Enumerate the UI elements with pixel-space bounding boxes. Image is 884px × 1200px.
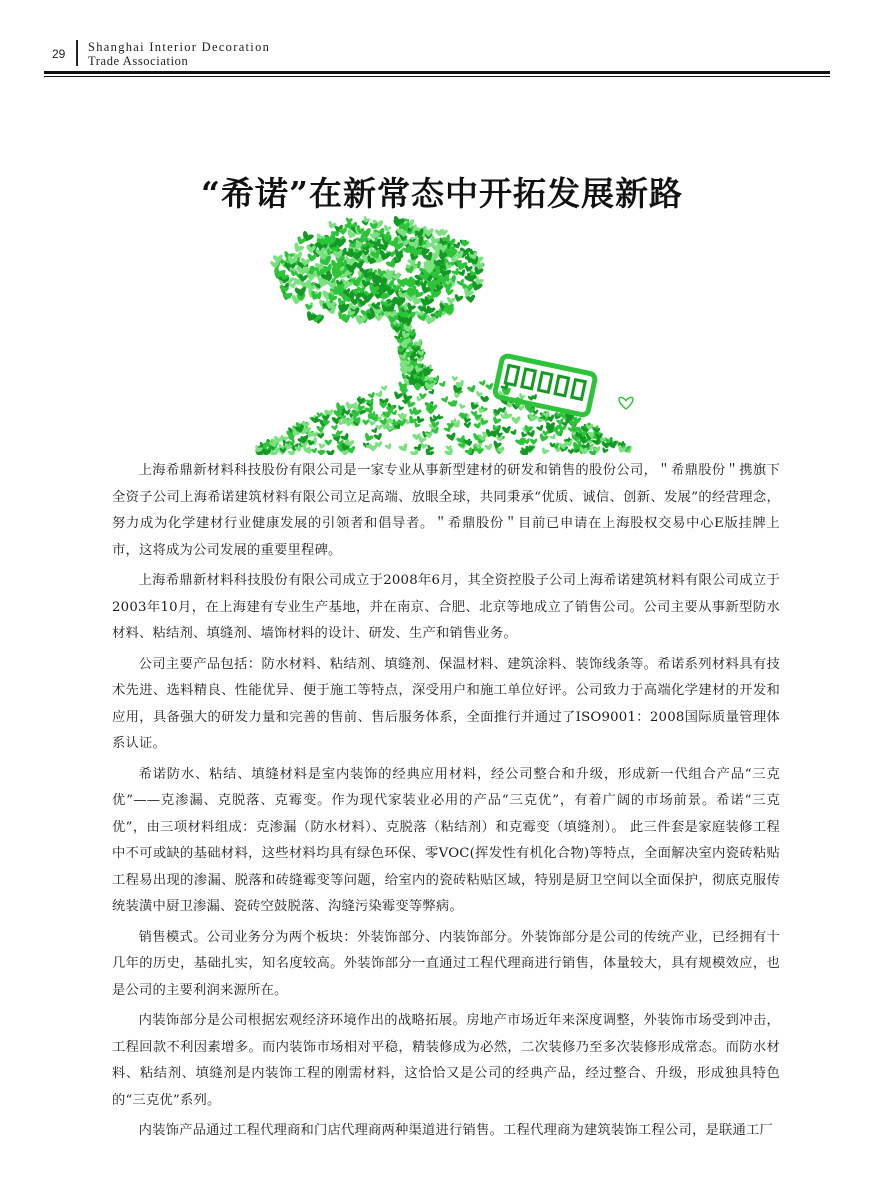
article-paragraph: 内装饰产品通过工程代理商和门店代理商两种渠道进行销售。工程代理商为建筑装饰工程公司，是联通工厂 [138, 1123, 773, 1138]
page-header [44, 40, 830, 80]
heart-shape [439, 381, 447, 389]
heart-shape [397, 405, 404, 412]
heart-shape [374, 433, 384, 442]
heart-shape [294, 286, 307, 297]
heart-shape [385, 443, 393, 451]
heart-shape [311, 448, 318, 455]
heart-shape [511, 416, 521, 424]
heart-shape [510, 429, 518, 436]
association-name-line2: Trade Association [88, 54, 189, 68]
tree-heart-illustration [248, 205, 648, 455]
heart-shape [484, 443, 493, 451]
heart-shape [491, 416, 501, 426]
heart-shape [362, 419, 369, 425]
heart-shape [550, 434, 558, 441]
heart-shape [464, 422, 472, 429]
article-paragraph: 内装饰部分是公司根据宏观经济环境作出的战略拓展。房地产市场近年来深度调整，外装饰市场受到冲击，工程回款不利因素增多。而内装饰市场相对平稳，精装修成为必然，二次装修乃至多次装修形成常态。而防水材料、粘结剂、填缝剂是内装饰工程的刚需材料，这恰恰又是公司的经典产品，经过整合、升级，形成独具特色的“三克优”系列。 [112, 1013, 780, 1108]
heart-shape [428, 389, 436, 396]
heart-shape [368, 392, 376, 400]
article-paragraph: 上海希鼎新材料科技股份有限公司是一家专业从事新型建材的研发和销售的股份公司，＂希鼎股份＂携旗下全资子公司上海希诺建筑材料有限公司立足高端、放眼全球，共同秉承“优质、诚信、创新、发展”的经营理念，努力成为化学建材行业健康发展的引领者和倡导者。＂希鼎股份＂目前已申请在上海股权交易中心E版挂牌上市，这将成为公司发展的重要里程碑。 [112, 463, 780, 558]
heart-shape [292, 242, 305, 254]
article-body [112, 458, 780, 1149]
header-divider [76, 40, 78, 66]
heart-shape [326, 450, 335, 455]
heart-shape [467, 385, 477, 394]
heart-shape [393, 391, 404, 401]
article-paragraph: 希诺防水、粘结、填缝材料是室内装饰的经典应用材料，经公司整合和升级，形成新一代组合产品“三克优”——克渗漏、克脱落、克霉变。作为现代家装业必用的产品“三克优”，有着广阔的市场前景。希诺“三克优”，由三项材料组成：克渗漏（防水材料）、克脱落（粘结剂）和克霉变（填缝剂）。 此三件套是家庭装修工程中不可或缺的基础材料，这些材料均具有绿色环保、零VOC(挥发性有机化合物)等特点，全面解决室内瓷砖粘贴工程易出现的渗漏、脱落和砖缝霉变等问题，给室内的瓷砖粘贴区域，特别是厨卫空间以全面保护，彻底克服传统装潢中厨卫渗漏、瓷砖空鼓脱落、沟缝污染霉变等弊病。 [112, 766, 780, 914]
association-name-line1: Shanghai Interior Decoration [88, 40, 271, 54]
heart-shape [363, 432, 374, 443]
article-paragraph: 销售模式。公司业务分为两个板块：外装饰部分、内装饰部分。外装饰部分是公司的传统产业，已经拥有十几年的历史，基础扎实，知名度较高。外装饰部分一直通过工程代理商进行销售，体量较大，具有规模效应，也是公司的主要利润来源所在。 [112, 929, 780, 998]
article-paragraph: 公司主要产品包括：防水材料、粘结剂、填缝剂、保温材料、建筑涂料、装饰线条等。希诺系列材料具有技术先进、选料精良、性能优异、便于施工等特点，深受用户和施工单位好评。公司致力于高端化学建材的开发和应用，具备强大的研发力量和完善的售前、售后服务体系，全面推行并通过了ISO9001：2008国际质量管理体系认证。 [112, 656, 780, 751]
heart-shape [458, 403, 466, 410]
article-paragraph: 上海希鼎新材料科技股份有限公司成立于2008年6月，其全资控股子公司上海希诺建筑材料有限公司成立于2003年10月，在上海建有专业生产基地，并在南京、合肥、北京等地成立了销售公司。公司主要从事新型防水材料、粘结剂、填缝剂、墙饰材料的设计、研发、生产和销售业务。 [112, 573, 780, 641]
heart-shape [530, 439, 537, 445]
heart-shape [375, 390, 385, 399]
heart-shape [538, 433, 549, 443]
page-number: 29 [52, 47, 66, 61]
heart-shape [502, 426, 511, 434]
heart-shape [540, 447, 549, 455]
header-rule-thick [44, 71, 830, 74]
heart-shape [446, 432, 457, 442]
heart-shape [318, 443, 326, 450]
heart-shape [452, 376, 458, 381]
heart-shape [485, 383, 494, 391]
heart-shape [368, 420, 375, 427]
header-rule-thin [44, 76, 830, 77]
article-title: “希诺”在新常态中开拓发展新路 [201, 174, 683, 214]
heart-shape [381, 385, 388, 392]
outline-heart-shape [619, 397, 633, 409]
heart-shape [325, 439, 333, 445]
heart-shape [601, 447, 609, 454]
heart-shape [398, 443, 409, 454]
